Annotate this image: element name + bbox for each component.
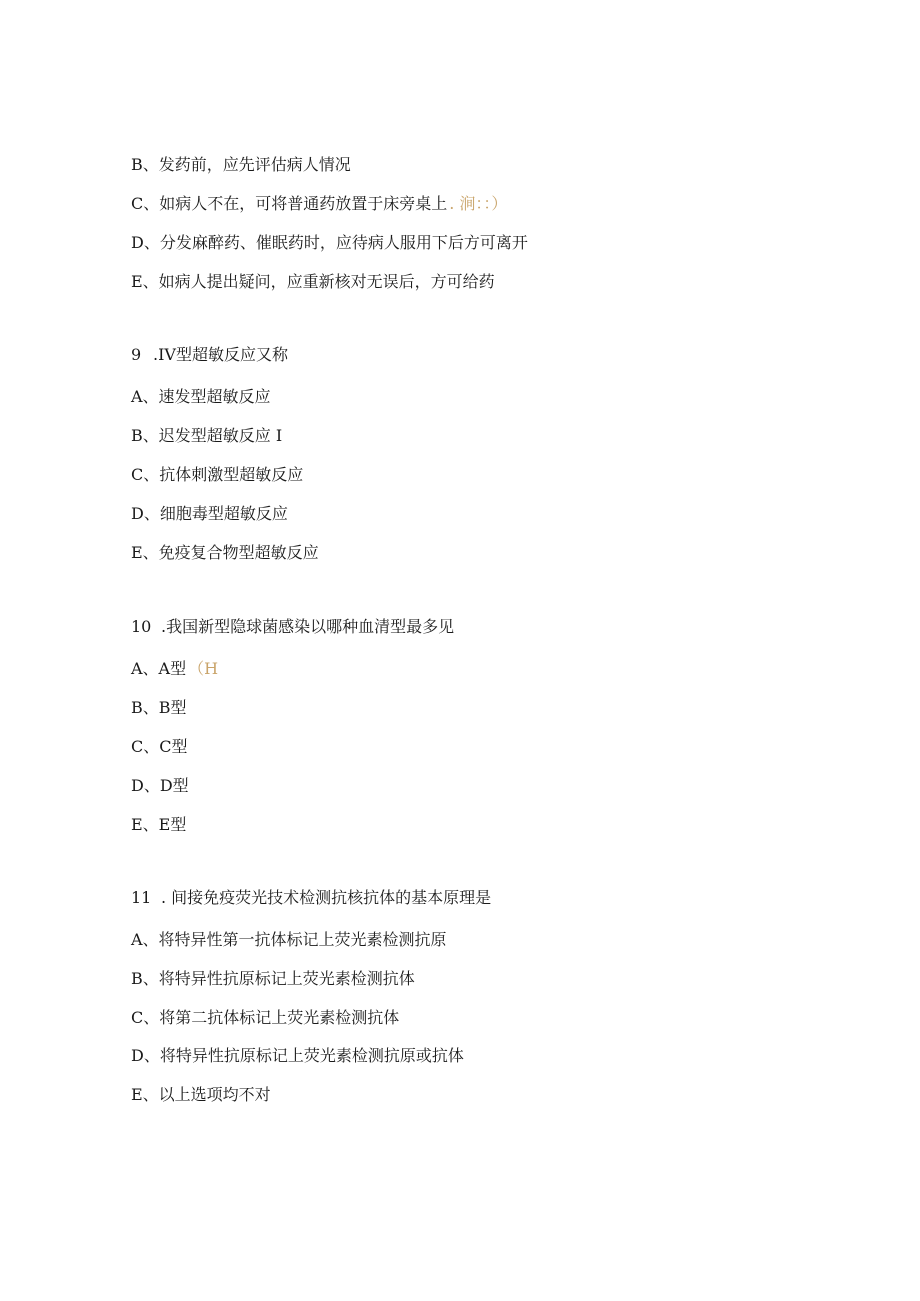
question-number: 9	[131, 345, 142, 364]
q9-option-d	[131, 504, 288, 524]
q10-option-e	[131, 815, 186, 835]
option-text: C、抗体刺激型超敏反应	[131, 465, 304, 484]
option-text: E、如病人提出疑问，应重新核对无误后，方可给药	[131, 272, 495, 291]
question-text: . 间接免疫荧光技术检测抗核抗体的基本原理是	[161, 888, 492, 907]
option-text: A、将特异性第一抗体标记上荧光素检测抗原	[131, 930, 447, 949]
q8-option-e	[131, 272, 495, 292]
option-text: C、C型	[131, 737, 188, 756]
q8-option-b	[131, 155, 351, 175]
option-text: B、发药前，应先评估病人情况	[131, 155, 351, 174]
option-text: B、迟发型超敏反应 I	[131, 426, 283, 445]
q9-option-a	[131, 387, 271, 407]
q9-stem	[131, 345, 288, 365]
q11-option-c	[131, 1008, 399, 1028]
q11-option-d	[131, 1046, 464, 1066]
option-text: A、A型	[131, 659, 187, 678]
q10-stem	[131, 617, 454, 637]
q11-stem	[131, 888, 491, 908]
q8-option-d	[131, 233, 528, 253]
option-text: B、B型	[131, 698, 187, 717]
option-text: D、D型	[131, 776, 189, 795]
q9-option-e	[131, 543, 319, 563]
q9-option-c	[131, 465, 303, 485]
q10-option-d	[131, 776, 189, 796]
question-number: 10	[131, 617, 152, 636]
option-text: D、将特异性抗原标记上荧光素检测抗原或抗体	[131, 1046, 464, 1065]
q10-option-c	[131, 737, 188, 757]
q11-option-e	[131, 1085, 271, 1105]
option-text: C、如病人不在，可将普通药放置于床旁桌上	[131, 194, 448, 213]
option-text: E、E型	[131, 815, 187, 834]
q11-option-b	[131, 969, 415, 989]
q8-option-c	[131, 194, 507, 214]
option-text: D、细胞毒型超敏反应	[131, 504, 288, 523]
question-text: .IV型超敏反应又称	[153, 345, 288, 364]
option-text: E、免疫复合物型超敏反应	[131, 543, 319, 562]
q11-option-a	[131, 930, 447, 950]
q10-option-b	[131, 698, 187, 718]
question-text: .我国新型隐球菌感染以哪种血清型最多见	[161, 617, 455, 636]
option-text: D、分发麻醉药、催眠药时，应待病人服用下后方可离开	[131, 233, 528, 252]
option-text: E、以上选项均不对	[131, 1085, 271, 1104]
option-text: A、速发型超敏反应	[131, 387, 271, 406]
option-text: C、将第二抗体标记上荧光素检测抗体	[131, 1008, 400, 1027]
option-text: B、将特异性抗原标记上荧光素检测抗体	[131, 969, 415, 988]
q9-option-b	[131, 426, 282, 446]
q10-option-a	[131, 659, 218, 679]
question-number: 11	[131, 888, 152, 907]
handwritten-annotation: . 涧：：）	[449, 194, 508, 213]
handwritten-annotation: （H	[188, 659, 219, 678]
